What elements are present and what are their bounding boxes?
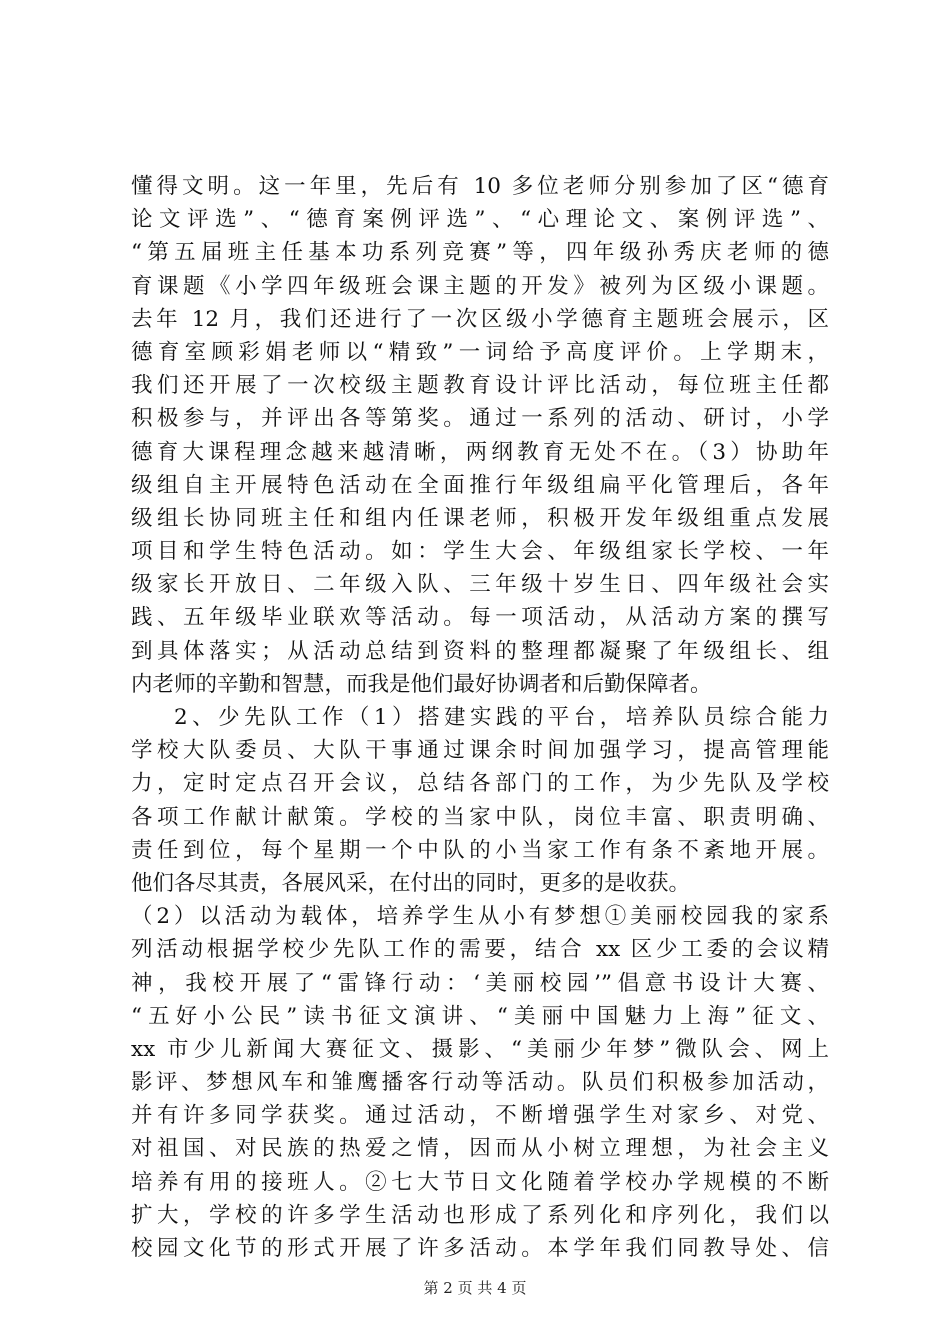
text-line: （2）以活动为载体，培养学生从小有梦想①美丽校园我的家系 xyxy=(131,904,829,930)
text-line: 级组长协同班主任和组内任课老师，积极开发年级组重点发展 xyxy=(131,505,829,531)
text-line: 对祖国、对民族的热爱之情，因而从小树立理想，为社会主义 xyxy=(131,1136,829,1162)
text-line: 培养有用的接班人。②七大节日文化随着学校办学规模的不断 xyxy=(131,1169,829,1195)
text-line: 我们还开展了一次校级主题教育设计评比活动，每位班主任都 xyxy=(131,373,829,399)
text-line: 影评、梦想风车和雏鹰播客行动等活动。队员们积极参加活动， xyxy=(131,1070,829,1096)
text-line: 各项工作献计献策。学校的当家中队，岗位丰富、职责明确、 xyxy=(131,804,829,830)
text-line: 德育大课程理念越来越清晰，两纲教育无处不在。（3）协助年 xyxy=(131,439,829,465)
text-line: 德育室顾彩娟老师以“精致”一词给予高度评价。上学期末， xyxy=(131,339,829,365)
text-line: 践、五年级毕业联欢等活动。每一项活动，从活动方案的撰写 xyxy=(131,605,829,631)
text-line: 去年 12 月，我们还进行了一次区级小学德育主题班会展示，区 xyxy=(131,306,829,332)
text-line: 懂得文明。这一年里，先后有 10 多位老师分别参加了区“德育 xyxy=(131,174,829,199)
text-line: “第五届班主任基本功系列竞赛”等，四年级孙秀庆老师的德 xyxy=(131,240,829,266)
text-line: 学校大队委员、大队干事通过课余时间加强学习，提高管理能 xyxy=(131,738,829,764)
paragraph-heading-line: 2、少先队工作（1）搭建实践的平台，培养队员综合能力 xyxy=(174,705,829,730)
text-line: 他们各尽其责，各展风采，在付出的同时，更多的是收获。 xyxy=(131,870,691,896)
text-line: 责任到位，每个星期一个中队的小当家工作有条不紊地开展。 xyxy=(131,837,829,863)
text-line: 并有许多同学获奖。通过活动，不断增强学生对家乡、对党、 xyxy=(131,1103,829,1129)
text-line: xx 市少儿新闻大赛征文、摄影、“美丽少年梦”微队会、网上 xyxy=(131,1036,829,1062)
text-line: 积极参与，并评出各等第奖。通过一系列的活动、研讨，小学 xyxy=(131,406,829,432)
page-number-footer: 第 2 页 共 4 页 xyxy=(423,1279,527,1297)
text-line: 育课题《小学四年级班会课主题的开发》被列为区级小课题。 xyxy=(131,273,829,299)
body-text xyxy=(131,170,829,1265)
text-line: 到具体落实；从活动总结到资料的整理都凝聚了年级组长、组 xyxy=(131,638,829,664)
text-line: 论文评选”、“德育案例评选”、“心理论文、案例评选”、 xyxy=(131,207,829,233)
text-line: 内老师的辛勤和智慧，而我是他们最好协调者和后勤保障者。 xyxy=(131,671,712,697)
text-line: 级家长开放日、二年级入队、三年级十岁生日、四年级社会实 xyxy=(131,572,829,598)
text-line: 列活动根据学校少先队工作的需要，结合 xx 区少工委的会议精 xyxy=(131,937,829,963)
text-line: 校园文化节的形式开展了许多活动。本学年我们同教导处、信 xyxy=(131,1236,829,1261)
text-line: 扩大，学校的许多学生活动也形成了系列化和序列化，我们以 xyxy=(131,1202,829,1228)
text-line: 级组自主开展特色活动在全面推行年级组扁平化管理后，各年 xyxy=(131,472,829,498)
text-line: “五好小公民”读书征文演讲、“美丽中国魅力上海”征文、 xyxy=(131,1003,829,1029)
text-line: 神，我校开展了“雷锋行动：‘美丽校园’”倡意书设计大赛、 xyxy=(131,970,829,996)
text-line: 力，定时定点召开会议，总结各部门的工作，为少先队及学校 xyxy=(131,771,829,797)
text-line: 项目和学生特色活动。如：学生大会、年级组家长学校、一年 xyxy=(131,539,829,565)
